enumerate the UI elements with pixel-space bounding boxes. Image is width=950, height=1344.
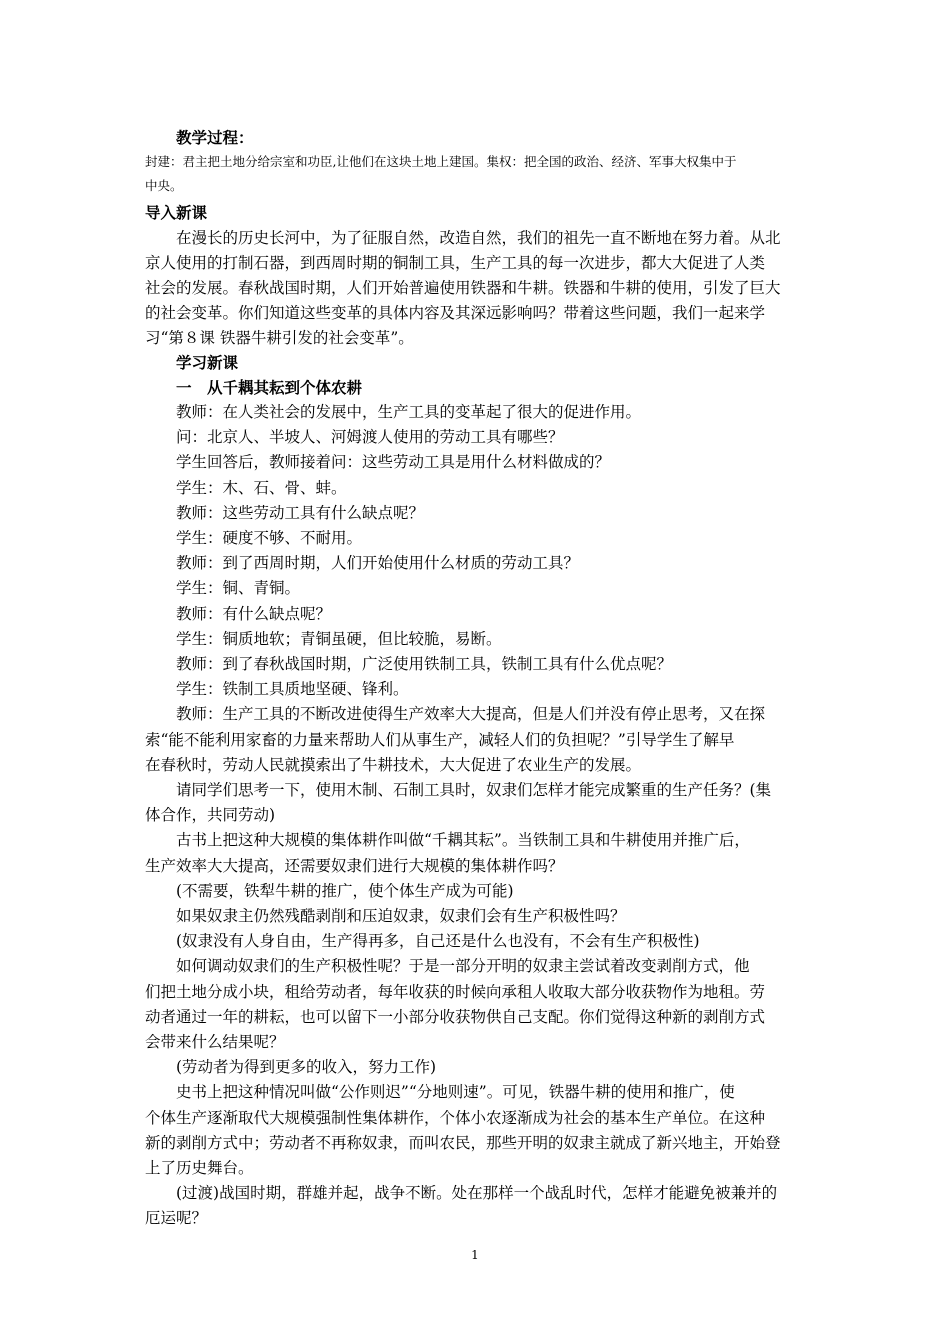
body-text-line: (奴隶没有人身自由，生产得再多，自己还是什么也没有，不会有生产积极性)	[176, 932, 700, 950]
body-text-line: 动者通过一年的耕耘，也可以留下一小部分收获物供自己支配。你们觉得这种新的剥削方式	[145, 1008, 766, 1026]
body-text-line: 学生回答后，教师接着问：这些劳动工具是用什么材料做成的？	[176, 453, 611, 471]
body-text-line: 教师：生产工具的不断改进使得生产效率大大提高，但是人们并没有停止思考，又在探	[176, 705, 766, 723]
body-text-line: 学生：铜质地软；青铜虽硬，但比较脆，易断。	[176, 630, 502, 648]
intro-note-line: 中央。	[145, 178, 183, 193]
page-number: 1	[471, 1248, 479, 1262]
subsection-title-1: 一 从千耦其耘到个体农耕	[176, 378, 363, 397]
intro-note-line: 封建：君主把土地分给宗室和功臣,让他们在这块土地上建国。集权：把全国的政治、经济、军事大权集中于	[145, 154, 737, 169]
body-text-line: 古书上把这种大规模的集体耕作叫做“千耦其耘”。当铁制工具和牛耕使用并推广后，	[176, 831, 750, 849]
body-text-line: 新的剥削方式中；劳动者不再称奴隶，而叫农民，那些开明的奴隶主就成了新兴地主，开始登	[145, 1134, 781, 1152]
body-text-line: 们把土地分成小块，租给劳动者，每年收获的时候向承租人收取大部分收获物作为地租。劳	[145, 983, 766, 1001]
body-text-line: 学生：铁制工具质地坚硬、锋利。	[176, 680, 409, 698]
intro-paragraph-line: 社会的发展。春秋战国时期，人们开始普遍使用铁器和牛耕。铁器和牛耕的使用，引发了巨大	[145, 279, 781, 297]
body-text-line: 史书上把这种情况叫做“公作则迟”“分地则速”。可见，铁器牛耕的使用和推广，使	[176, 1083, 735, 1101]
body-text-line: 学生：铜、青铜。	[176, 579, 301, 597]
section-title-intro: 导入新课	[145, 203, 208, 222]
section-title-new-lesson: 学习新课	[176, 353, 239, 372]
body-text-line: 在春秋时，劳动人民就摸索出了牛耕技术，大大促进了农业生产的发展。	[145, 756, 642, 774]
body-text-line: 索“能不能利用家畜的力量来帮助人们从事生产，减轻人们的负担呢？”引导学生了解早	[145, 731, 735, 749]
body-text-line: 教师：在人类社会的发展中，生产工具的变革起了很大的促进作用。	[176, 403, 642, 421]
body-text-line: 请同学们思考一下，使用木制、石制工具时，奴隶们怎样才能完成繁重的生产任务？(集	[176, 781, 772, 799]
intro-paragraph-line: 的社会变革。你们知道这些变革的具体内容及其深远影响吗？带着这些问题，我们一起来学	[145, 304, 766, 322]
body-text-line: 学生：硬度不够、不耐用。	[176, 529, 363, 547]
body-text-line: 教师：到了西周时期，人们开始使用什么材质的劳动工具？	[176, 554, 580, 572]
body-text-line: 个体生产逐渐取代大规模强制性集体耕作，个体小农逐渐成为社会的基本生产单位。在这种	[145, 1109, 766, 1127]
body-text-line: 教师：有什么缺点呢？	[176, 605, 332, 623]
body-text-line: 如果奴隶主仍然残酷剥削和压迫奴隶，奴隶们会有生产积极性吗？	[176, 907, 626, 925]
body-text-line: 问：北京人、半坡人、河姆渡人使用的劳动工具有哪些？	[176, 428, 564, 446]
intro-paragraph-line: 在漫长的历史长河中，为了征服自然，改造自然，我们的祖先一直不断地在努力着。从北	[176, 229, 781, 247]
heading-teaching-process: 教学过程：	[176, 128, 254, 147]
body-text-line: 上了历史舞台。	[145, 1159, 254, 1177]
intro-paragraph-line: 习“第８课 铁器牛耕引发的社会变革”。	[145, 329, 414, 347]
body-text-line: (不需要，铁犁牛耕的推广，使个体生产成为可能)	[176, 882, 514, 900]
body-text-line: (过渡)战国时期，群雄并起，战争不断。处在那样一个战乱时代，怎样才能避免被兼并的	[176, 1184, 778, 1202]
body-text-line: 厄运呢？	[145, 1209, 208, 1227]
body-text-line: 学生：木、石、骨、蚌。	[176, 479, 347, 497]
body-text-line: 体合作，共同劳动)	[145, 806, 276, 824]
body-text-line: 教师：这些劳动工具有什么缺点呢？	[176, 504, 425, 522]
body-text-line: 如何调动奴隶们的生产积极性呢？于是一部分开明的奴隶主尝试着改变剥削方式，他	[176, 957, 750, 975]
intro-paragraph-line: 京人使用的打制石器，到西周时期的铜制工具，生产工具的每一次进步，都大大促进了人类	[145, 254, 766, 272]
body-text-line: 教师：到了春秋战国时期，广泛使用铁制工具，铁制工具有什么优点呢？	[176, 655, 673, 673]
body-text-line: 生产效率大大提高，还需要奴隶们进行大规模的集体耕作吗？	[145, 857, 564, 875]
body-text-line: 会带来什么结果呢？	[145, 1033, 285, 1051]
body-text-line: (劳动者为得到更多的收入，努力工作)	[176, 1058, 437, 1076]
